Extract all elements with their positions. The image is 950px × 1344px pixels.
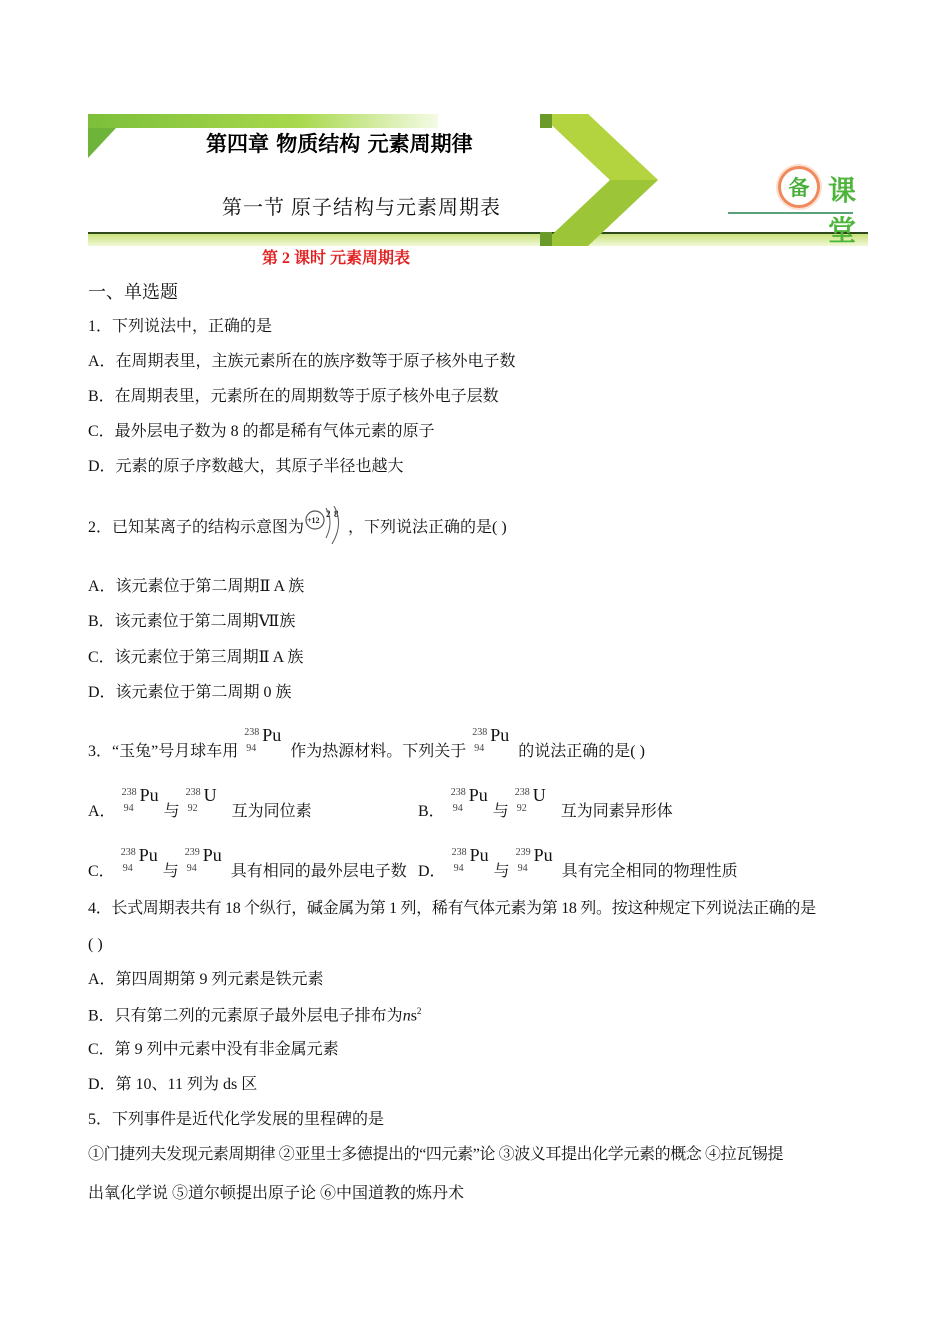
- isotope-u238: [513, 785, 557, 822]
- mass-number: 238: [185, 787, 201, 798]
- question-3-option-b: [418, 785, 673, 822]
- question-1-option-d: D．元素的原子序数越大，其原子半径也越大: [88, 458, 404, 475]
- mass-number: 238: [472, 727, 488, 738]
- option-text: 互为同素异形体: [560, 803, 673, 820]
- atomic-number: 94: [474, 743, 485, 754]
- question-1-stem: 1．下列说法中，正确的是: [88, 318, 273, 335]
- and-word: 与: [163, 803, 180, 820]
- isotope-pu239: [183, 845, 227, 882]
- element-symbol: Pu: [138, 845, 158, 865]
- svg-text:8: 8: [334, 509, 339, 519]
- mass-number: 238: [514, 787, 530, 798]
- section-title: 第一节 原子结构与元素周期表: [222, 197, 501, 219]
- mass-number: 238: [121, 787, 137, 798]
- isotope-pu238: [119, 845, 163, 882]
- question-4-option-a: A．第四周期第 9 列元素是铁元素: [88, 971, 324, 988]
- banner-top-bar: [88, 114, 438, 128]
- isotope-pu238: [450, 845, 494, 882]
- question-2-option-b: B．该元素位于第二周期Ⅶ族: [88, 613, 296, 630]
- chevron-arrow-icon: [540, 114, 660, 246]
- isotope-u238: [184, 785, 228, 822]
- question-2-option-c: C．该元素位于第三周期Ⅱ A 族: [88, 649, 304, 666]
- question-4-option-b: [88, 1007, 421, 1024]
- question-2-stem-after: ，下列说法正确的是( ): [348, 519, 507, 536]
- element-symbol: U: [203, 785, 217, 805]
- mass-number: 239: [515, 847, 531, 858]
- mass-number: 238: [244, 727, 260, 738]
- atomic-number: 92: [516, 803, 527, 814]
- mass-number: 239: [184, 847, 200, 858]
- question-5-items-line2: 出氧化学说 ⑤道尔顿提出原子论 ⑥中国道教的炼丹术: [88, 1185, 465, 1202]
- question-2-option-a: A．该元素位于第二周期Ⅱ A 族: [88, 578, 305, 595]
- isotope-pu238: [470, 725, 514, 762]
- element-symbol: U: [532, 785, 546, 805]
- element-symbol: Pu: [202, 845, 222, 865]
- svg-text:+12: +12: [307, 516, 320, 525]
- ion-structure-diagram: [304, 506, 348, 546]
- question-4-stem-cont: ( ): [88, 936, 103, 953]
- question-1-option-a: A．在周期表里，主族元素所在的族序数等于原子核外电子数: [88, 353, 516, 370]
- atomic-number: 94: [122, 863, 133, 874]
- and-word: 与: [492, 803, 509, 820]
- element-symbol: Pu: [490, 725, 510, 745]
- atomic-number: 94: [453, 863, 464, 874]
- banner-corner-triangle: [88, 128, 116, 158]
- option-text: 具有完全相同的物理性质: [561, 863, 738, 880]
- option-text: 互为同位素: [231, 803, 312, 820]
- atomic-number: 94: [517, 863, 528, 874]
- isotope-pu238: [120, 785, 164, 822]
- atomic-number: 92: [187, 803, 198, 814]
- isotope-pu238: [449, 785, 493, 822]
- question-5-stem: 5．下列事件是近代化学发展的里程碑的是: [88, 1111, 385, 1128]
- question-1-option-c: C．最外层电子数为 8 的都是稀有气体元素的原子: [88, 423, 435, 440]
- atomic-number: 94: [452, 803, 463, 814]
- question-5-items-line1: ①门捷列夫发现元素周期律 ②亚里士多德提出的“四元素”论 ③波义耳提出化学元素的概念 ④拉瓦锡提: [88, 1146, 784, 1163]
- question-3-option-c: [88, 845, 407, 882]
- option-label: D．: [418, 863, 446, 880]
- question-4-stem: 4．长式周期表共有 18 个纵行，碱金属为第 1 列，稀有气体元素为第 18 列。按这种规定下列说法正确的是: [88, 900, 816, 917]
- logo-circle: 备: [778, 166, 820, 208]
- section-heading: 一、单选题: [88, 282, 178, 302]
- svg-text:2: 2: [326, 509, 331, 519]
- question-2-stem-before: 2．已知某离子的结构示意图为: [88, 519, 305, 536]
- isotope-pu238: [242, 725, 286, 762]
- banner-divider-gradient: [88, 234, 868, 246]
- question-2-option-d: D．该元素位于第二周期 0 族: [88, 684, 292, 701]
- question-4-option-c: C．第 9 列中元素中没有非金属元素: [88, 1041, 339, 1058]
- chapter-title: 第四章 物质结构 元素周期律: [206, 132, 473, 156]
- formula-s: s: [410, 1007, 417, 1025]
- option-label: B．: [418, 803, 445, 820]
- atom-shell-icon: [304, 506, 348, 546]
- and-word: 与: [493, 863, 510, 880]
- mass-number: 238: [451, 847, 467, 858]
- option-text: B．只有第二列的元素原子最外层电子排布为: [88, 1007, 403, 1025]
- question-3-option-d: [418, 845, 738, 882]
- option-label: A．: [88, 803, 116, 820]
- formula-superscript: 2: [416, 1006, 422, 1016]
- element-symbol: Pu: [139, 785, 159, 805]
- atomic-number: 94: [246, 743, 257, 754]
- element-symbol: Pu: [469, 845, 489, 865]
- logo-text: 课堂: [828, 174, 859, 247]
- option-text: 具有相同的最外层电子数: [230, 863, 407, 880]
- question-2-stem: [88, 506, 507, 546]
- question-3-option-a: [88, 785, 312, 822]
- lesson-title: 第 2 课时 元素周期表: [262, 250, 411, 267]
- element-symbol: Pu: [533, 845, 553, 865]
- atomic-number: 94: [123, 803, 134, 814]
- mass-number: 238: [120, 847, 136, 858]
- element-symbol: Pu: [468, 785, 488, 805]
- question-3-stem-part1: 3．“玉兔”号月球车用: [88, 743, 239, 760]
- question-1-option-b: B．在周期表里，元素所在的周期数等于原子核外电子层数: [88, 388, 499, 405]
- question-3-stem-part3: 的说法正确的是( ): [518, 743, 645, 760]
- element-symbol: Pu: [262, 725, 282, 745]
- formula-n: n: [402, 1007, 411, 1025]
- atomic-number: 94: [186, 863, 197, 874]
- mass-number: 238: [450, 787, 466, 798]
- question-3-stem-part2: 作为热源材料。下列关于: [290, 743, 467, 760]
- and-word: 与: [162, 863, 179, 880]
- isotope-pu239: [514, 845, 558, 882]
- option-label: C．: [88, 863, 115, 880]
- question-4-option-d: D．第 10、11 列为 ds 区: [88, 1076, 258, 1093]
- question-3-stem: [88, 725, 645, 762]
- header-banner: [88, 114, 868, 246]
